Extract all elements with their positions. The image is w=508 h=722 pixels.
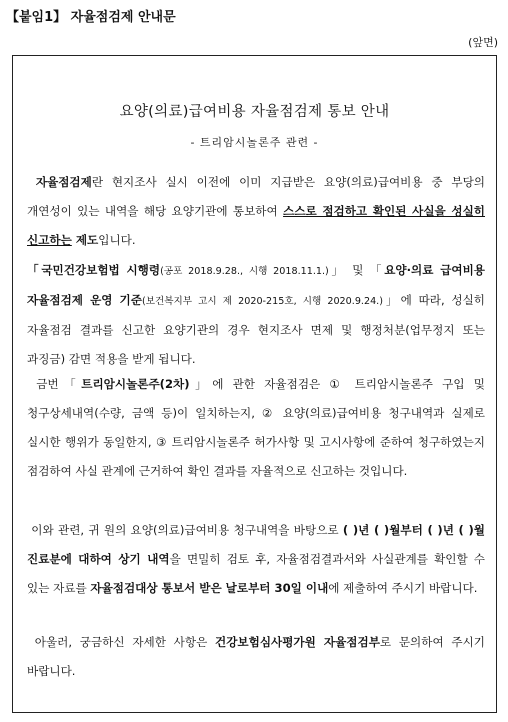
- notice-title: 요양(의료)급여비용 자율점검제 통보 안내: [119, 104, 390, 120]
- paragraph-legal-basis: 「국민건강보험법 시행령(공포 2018.9.28., 시행 2018.11.1.)」 및 「요양·의료 급여비용 자율점검제 운영 기준(보건복지부 고시 제 2020-215호, 시행 2020.9.24.)」에 따라, 성실히 자율점검 결과를 신고한 요양기관의 경우 현지조사 면제 및 행정처분(업무정지 또는 과징금) 감면 적용을 받게 됩니다.: [27, 263, 486, 366]
- notice-box: [12, 55, 497, 713]
- submission-deadline: 자율점검대상 통보서 받은 날로부터 30일 이내: [90, 581, 329, 595]
- drug-name: 트리암시놀론주(2차): [81, 377, 190, 391]
- emphasis-self-report: 스스로 점검하고 확인된 사실을 성실히 신고하는: [27, 204, 486, 247]
- paragraph-inspection-scope: 금번「트리암시놀론주(2차)」에 관한 자율점검은 ① 트리암시놀론주 구입 및 청구상세내역(수량, 금액 등)이 일치하는지, ② 요양(의료)급여비용 청구내역과 실제로 실시한 행위가 동일한지, ③ 트리암시놀론주 허가사항 및 고시사항에 준하여 청구하였는지 점검하여 사실 관계에 근거하여 확인 결과를 자율적으로 신고하는 것입니다.: [27, 377, 485, 478]
- attachment-header: 【붙임1】 자율점검제 안내문: [6, 10, 176, 25]
- term-self-inspection: 자율점검제: [35, 175, 92, 189]
- front-side-label: (앞면): [468, 36, 498, 49]
- contact-department: 건강보험심사평가원 자율점검부: [215, 635, 380, 649]
- paragraph-contact: 아울러, 궁금하신 자세한 사항은 건강보험심사평가원 자율점검부로 문의하여 주시기 바랍니다.: [27, 635, 485, 678]
- treatment-period: ( )년 ( )월부터 ( )년 ( )월 진료분에 대하여 상기 내역: [27, 523, 485, 566]
- law-reference: 「국민건강보험법 시행령: [27, 263, 161, 277]
- notice-subtitle: - 트리암시놀론주 관련 -: [190, 136, 319, 149]
- paragraph-submission: 이와 관련, 귀 원의 요양(의료)급여비용 청구내역을 바탕으로 ( )년 ( )월부터 ( )년 ( )월 진료분에 대하여 상기 내역을 면밀히 검토 후, 자율점검결과서와 사실관계를 확인할 수 있는 자료를 자율점검대상 통보서 받은 날로부터 30일 이내에 제출하여 주시기 바랍니다.: [27, 523, 485, 595]
- standard-reference: 요양·의료 급여비용 자율점검제 운영 기준: [27, 263, 485, 307]
- paragraph-definition: 자율점검제란 현지조사 실시 이전에 이미 지급받은 요양(의료)급여비용 중 부당의 개연성이 있는 내역을 해당 요양기관에 통보하여 스스로 점검하고 확인된 사실을 성실히 신고하는 제도입니다.: [27, 175, 486, 247]
